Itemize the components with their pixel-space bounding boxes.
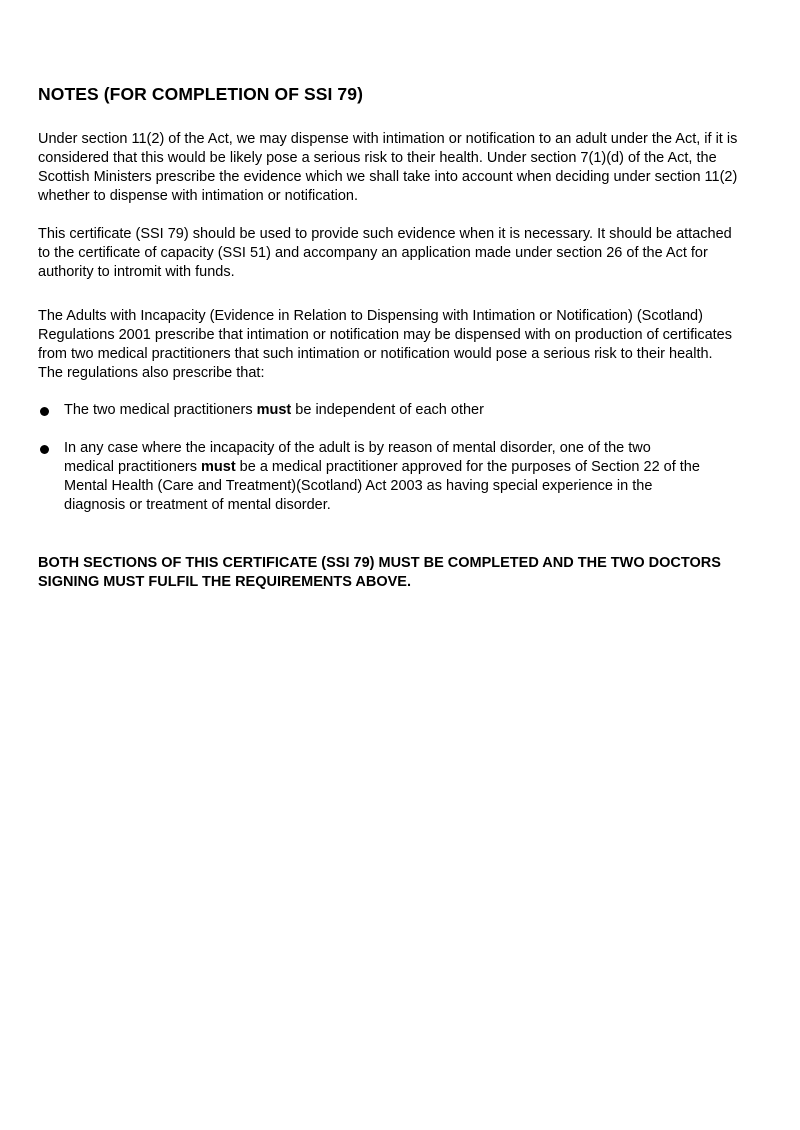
bullet-text-before: The two medical practitioners [64, 402, 257, 418]
paragraph-certificate-usage: This certificate (SSI 79) should be used to provide such evidence when it is necessary. It should be attached to the certificate of capacity (SSI 51) and accompany an application made under section 26 of the Act for authority to intromit with funds. [38, 226, 732, 280]
page-title: NOTES (FOR COMPLETION OF SSI 79) [38, 84, 364, 104]
bullet-emphasis: must [256, 402, 292, 418]
bullet-icon [40, 445, 49, 454]
bullet-text-after: be a medical practitioner approved for the purposes of Section 22 of the Mental Health (Care and Treatment)(Scotland) Act 2003 as having special experience in the diagnosis or treatment of mental disorder. [64, 459, 700, 513]
bullet-text [64, 439, 704, 515]
bullet-text [64, 401, 704, 420]
paragraph-dispense-intimation: Under section 11(2) of the Act, we may dispense with intimation or notification to an adult under the Act, if it is considered that this would be likely pose a serious risk to their health. Under section 7(1)(d) of the Act, the Scottish Ministers prescribe the evidence which we shall take into account when deciding under section 11(2) whether to dispense with intimation or notification. [38, 131, 738, 204]
bullet-icon [40, 407, 49, 416]
bullet-emphasis: must [201, 459, 236, 475]
bullet-text-after: be independent of each other [291, 402, 484, 418]
bullet-text-before: In any case where the incapacity of the adult is by reason of mental disorder, one of the two medical practitioners [64, 440, 651, 475]
paragraph-regulations: The Adults with Incapacity (Evidence in Relation to Dispensing with Intimation or Notification) (Scotland) Regulations 2001 prescribe that intimation or notification may be dispensed with on production of certificates from two medical practitioners that such intimation or notification would pose a serious risk to their health. The regulations also prescribe that: [38, 308, 732, 381]
completion-notice: BOTH SECTIONS OF THIS CERTIFICATE (SSI 79) MUST BE COMPLETED AND THE TWO DOCTORS SIGNING MUST FULFIL THE REQUIREMENTS ABOVE. [38, 555, 721, 590]
